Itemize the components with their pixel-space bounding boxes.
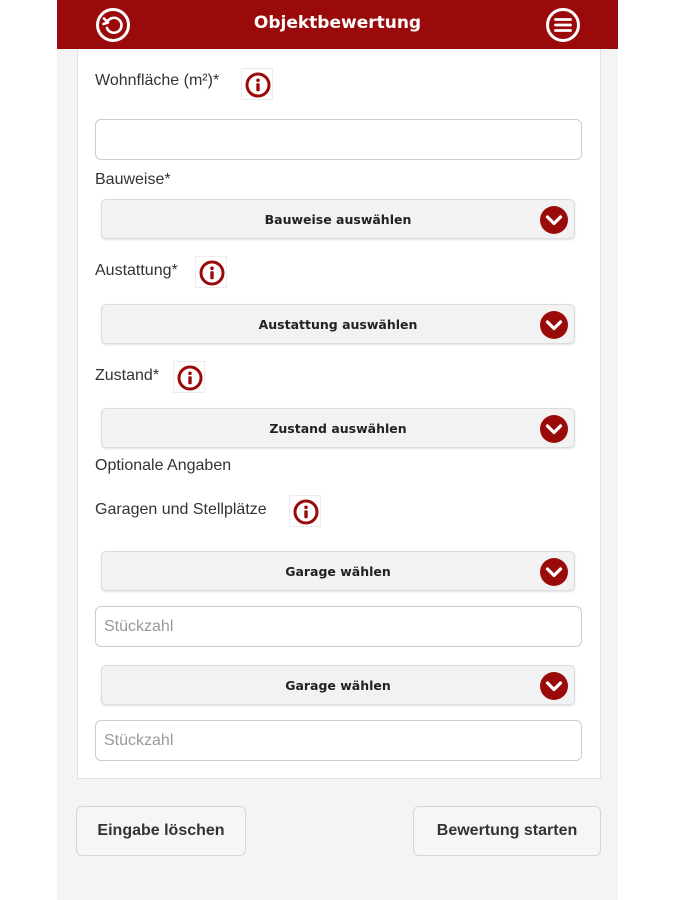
garagen-info-icon[interactable]	[289, 495, 321, 527]
app-header	[57, 0, 618, 49]
garage-count-input-1[interactable]: Stückzahl	[95, 606, 582, 647]
ausstattung-info-icon[interactable]	[195, 256, 227, 288]
wohnflaeche-label: Wohnfläche (m²)*	[95, 72, 220, 89]
zustand-label: Zustand*	[95, 367, 160, 384]
garagen-label: Garagen und Stellplätze	[95, 501, 267, 518]
wohnflaeche-info-icon[interactable]	[241, 68, 273, 100]
zustand-select-value: Zustand auswählen	[269, 421, 407, 436]
chevron-down-icon	[540, 415, 568, 443]
zustand-select[interactable]	[101, 408, 575, 448]
page-title: Objektbewertung	[253, 13, 422, 33]
chevron-down-icon	[540, 311, 568, 339]
wohnflaeche-input[interactable]	[95, 119, 582, 160]
garage-count-input-2[interactable]: Stückzahl	[95, 720, 582, 761]
garage-select-value: Garage wählen	[285, 678, 391, 693]
chevron-down-icon	[540, 206, 568, 234]
optional-heading: Optionale Angaben	[95, 457, 232, 474]
zustand-info-icon[interactable]	[173, 361, 205, 393]
chevron-down-icon	[540, 558, 568, 586]
ausstattung-label: Austattung*	[95, 262, 178, 279]
bauweise-select[interactable]	[101, 199, 575, 239]
garage-select-1[interactable]	[101, 551, 575, 591]
garage-select-value: Garage wählen	[285, 564, 391, 579]
clear-input-button[interactable]: Eingabe löschen	[76, 806, 246, 856]
ausstattung-select[interactable]	[101, 304, 575, 344]
chevron-down-icon	[540, 672, 568, 700]
ausstattung-select-value: Austattung auswählen	[258, 317, 418, 332]
bauweise-select-value: Bauweise auswählen	[264, 212, 412, 227]
garage-select-2[interactable]	[101, 665, 575, 705]
menu-icon[interactable]	[545, 7, 581, 43]
app-screen	[57, 0, 618, 900]
bauweise-label: Bauweise*	[95, 171, 171, 188]
start-valuation-button[interactable]: Bewertung starten	[413, 806, 601, 856]
